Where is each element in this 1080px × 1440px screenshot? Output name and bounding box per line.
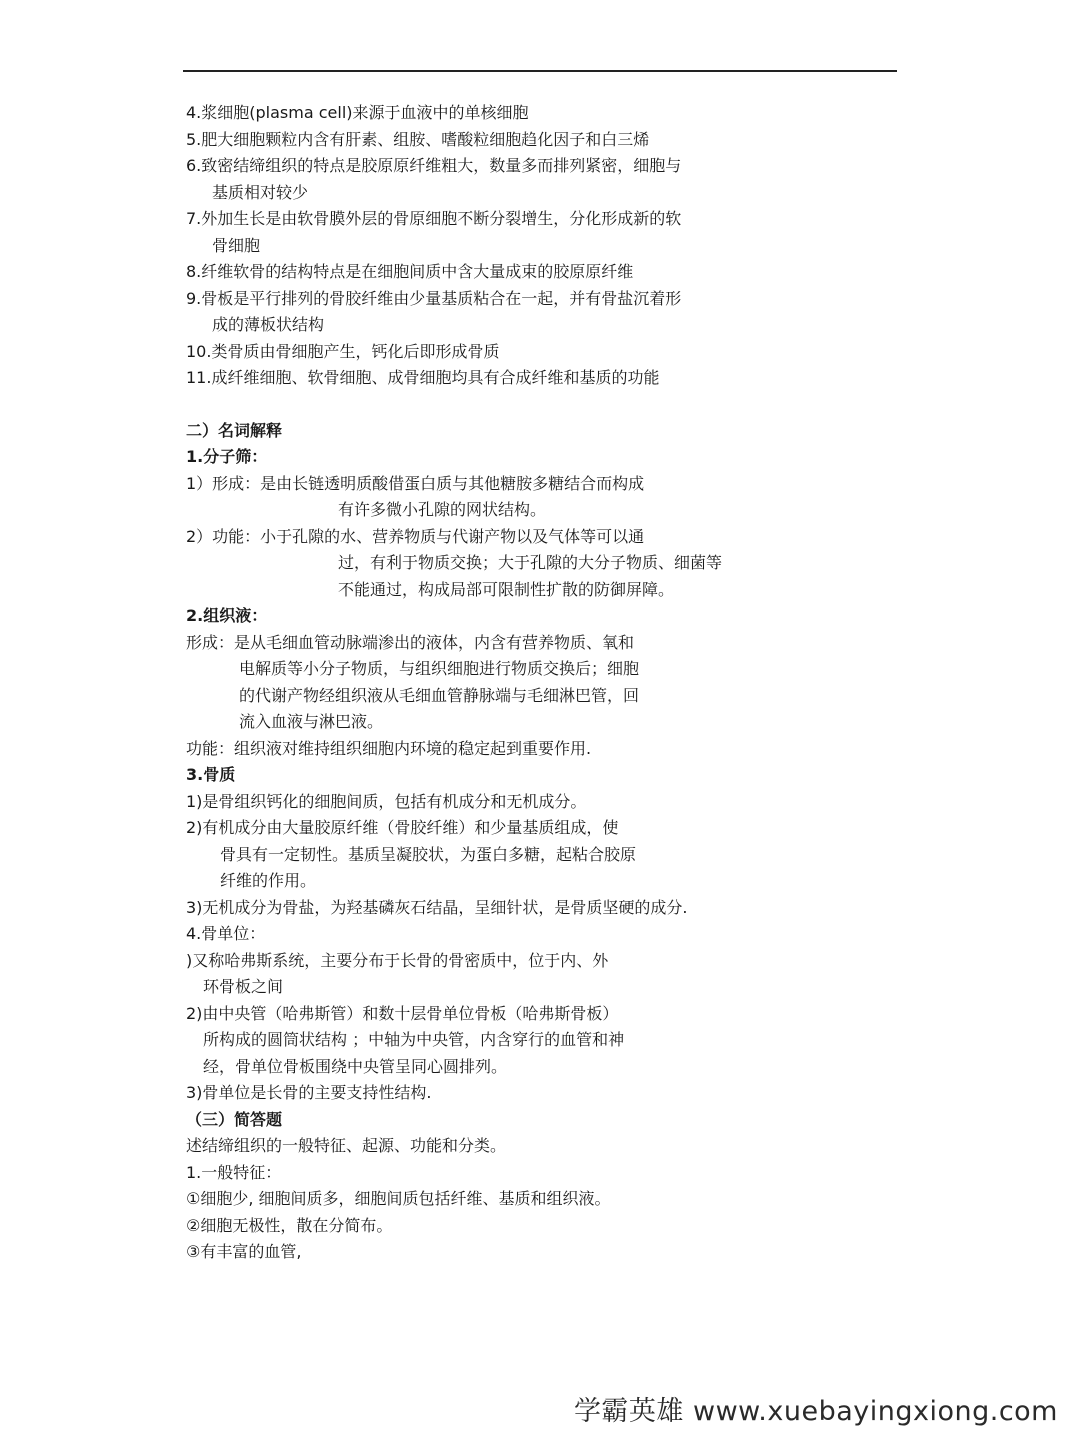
short-line: ③有丰富的血管,: [186, 1242, 302, 1261]
term-line: 不能通过，构成局部可限制性扩散的防御屏障。: [338, 579, 675, 599]
term-tissue-fluid: 2.组织液：: [186, 606, 268, 625]
term-line: 有许多微小孔隙的网状结构。: [338, 500, 547, 519]
term-bone-matrix: 3.骨质: [186, 765, 236, 784]
judge-item-4: 4.浆细胞(plasma cell)来源于血液中的单核细胞: [186, 103, 529, 122]
site-watermark: 学霸英雄 www.xuebayingxiong.com: [573, 1396, 1058, 1427]
term-line: 的代谢产物经组织液从毛细血管静脉端与毛细淋巴管，回: [239, 685, 640, 705]
judge-item-9: 9.骨板是平行排列的骨胶纤维由少量基质粘合在一起，并有骨盐沉着形: [186, 288, 682, 308]
term-line: 纤维的作用。: [220, 871, 317, 890]
term-line: 经，骨单位骨板围绕中央管呈同心圆排列。: [203, 1056, 508, 1076]
header-rule: [183, 70, 897, 72]
term-line: 3)骨单位是长骨的主要支持性结构.: [186, 1083, 432, 1102]
judge-item-6-cont: 基质相对较少: [212, 182, 309, 202]
judge-item-7-cont: 骨细胞: [212, 235, 261, 255]
judge-item-7: 7.外加生长是由软骨膜外层的骨原细胞不断分裂增生，分化形成新的软: [186, 209, 682, 228]
term-line: )又称哈弗斯系统，主要分布于长骨的骨密质中，位于内、外: [186, 950, 609, 970]
short-line: 1.一般特征：: [186, 1162, 282, 1182]
judge-item-5: 5.肥大细胞颗粒内含有肝素、组胺、嗜酸粒细胞趋化因子和白三烯: [186, 129, 650, 149]
term-line: 流入血液与淋巴液。: [239, 712, 384, 731]
term-line: 2)有机成分由大量胶原纤维（骨胶纤维）和少量基质组成，使: [186, 818, 619, 837]
judge-item-8: 8.纤维软骨的结构特点是在细胞间质中含大量成束的胶原原纤维: [186, 262, 634, 281]
term-osteon: 4.骨单位：: [186, 924, 266, 943]
judge-item-9-cont: 成的薄板状结构: [212, 315, 325, 334]
spacer: [186, 392, 926, 418]
term-line: 1)是骨组织钙化的细胞间质，包括有机成分和无机成分。: [186, 791, 587, 811]
term-molecular-sieve: 1.分子筛：: [186, 447, 268, 466]
term-line: 电解质等小分子物质，与组织细胞进行物质交换后；细胞: [239, 659, 640, 678]
short-line: ①细胞少, 细胞间质多，细胞间质包括纤维、基质和组织液。: [186, 1189, 611, 1208]
term-line: 所构成的圆筒状结构 ；中轴为中央管，内含穿行的血管和神: [203, 1030, 625, 1049]
document-body: [186, 100, 926, 1266]
term-line: 形成：是从毛细血管动脉端渗出的液体，内含有营养物质、氧和: [186, 632, 635, 652]
term-line: 功能：组织液对维持组织细胞内环境的稳定起到重要作用.: [186, 738, 592, 758]
term-line: 2)由中央管（哈弗斯管）和数十层骨单位骨板（哈弗斯骨板）: [186, 1003, 619, 1023]
section-heading-short-answer: （三）简答题: [186, 1109, 283, 1129]
section-heading-terms: 二）名词解释: [186, 420, 283, 440]
term-line: 2）功能：小于孔隙的水、营养物质与代谢产物以及气体等可以通: [186, 526, 645, 546]
term-line: 过，有利于物质交换；大于孔隙的大分子物质、细菌等: [338, 553, 723, 572]
short-question: 述结缔组织的一般特征、起源、功能和分类。: [186, 1136, 507, 1155]
judge-item-10: 10.类骨质由骨细胞产生，钙化后即形成骨质: [186, 341, 500, 361]
term-line: 骨具有一定韧性。基质呈凝胶状，为蛋白多糖，起粘合胶原: [220, 844, 637, 864]
term-line: 环骨板之间: [203, 977, 284, 996]
short-line: ②细胞无极性，散在分简布。: [186, 1215, 393, 1235]
judge-item-11: 11.成纤维细胞、软骨细胞、成骨细胞均具有合成纤维和基质的功能: [186, 368, 660, 387]
judge-item-6: 6.致密结缔组织的特点是胶原原纤维粗大，数量多而排列紧密，细胞与: [186, 156, 682, 175]
term-line: 1）形成：是由长链透明质酸借蛋白质与其他糖胺多糖结合而构成: [186, 473, 645, 493]
term-line: 3)无机成分为骨盐，为羟基磷灰石结晶，呈细针状，是骨质坚硬的成分.: [186, 897, 688, 917]
